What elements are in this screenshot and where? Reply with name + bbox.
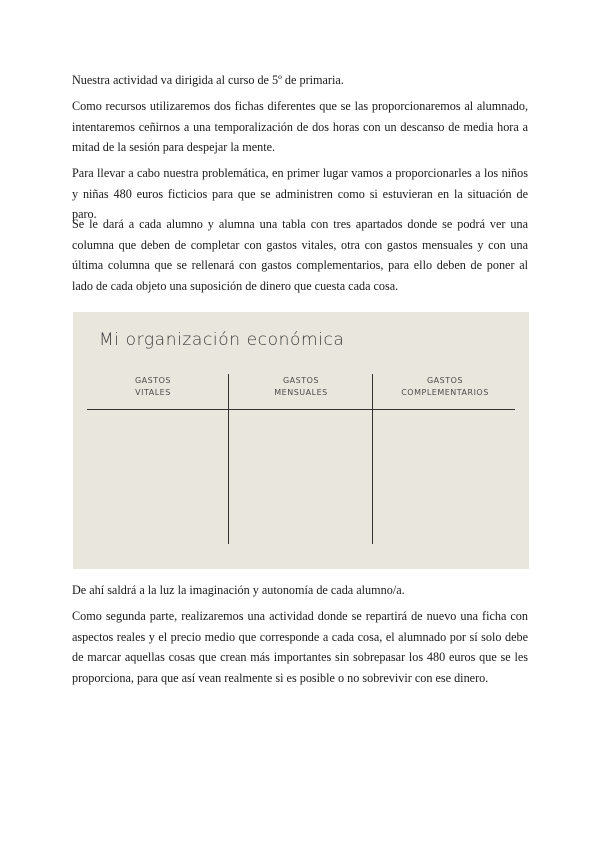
paragraph-problem: Para llevar a cabo nuestra problemática, en primer lugar vamos a proporcionarles a los niños y niñas 480 euros ficticios para que se administren como si estuvieran en la situación de paro. (72, 166, 528, 222)
paragraph-second-part: Como segunda parte, realizaremos una actividad donde se repartirá de nuevo una ficha con aspectos reales y el precio medio que corresponde a cada cosa, el alumnado por sí solo debe de marcar aquellas cosas que crean más importantes sin sobrepasar los 480 euros que se les proporciona, para que así vean realmente si es posible o no sobrevivir con ese dinero. (72, 609, 528, 685)
column-header-complementary (375, 375, 515, 399)
paragraph-intro: Nuestra actividad va dirigida al curso de 5º de primaria. (72, 73, 344, 87)
column-header-line: GASTOS (134, 376, 171, 385)
column-divider (372, 374, 373, 544)
column-header-line: VITALES (135, 388, 171, 397)
column-header-line: GASTOS (426, 376, 463, 385)
paragraph-imagination: De ahí saldrá a la luz la imaginación y autonomía de cada alumno/a. (72, 583, 405, 597)
budget-table-figure (73, 312, 529, 569)
table-header-divider (87, 409, 515, 410)
column-header-vital (83, 375, 223, 399)
column-header-line: GASTOS (282, 376, 319, 385)
column-header-monthly (231, 375, 371, 399)
column-header-line: MENSUALES (274, 388, 328, 397)
column-header-line: COMPLEMENTARIOS (401, 388, 489, 397)
column-divider (228, 374, 229, 544)
figure-title: Mi organización económica (99, 330, 345, 350)
paragraph-table-description: Se le dará a cada alumno y alumna una tabla con tres apartados donde se podrá ver una columna que deben de completar con gastos vitales, otra con gastos mensuales y con una última columna que se rellenará con gastos complementarios, para ello deben de poner al lado de cada objeto una suposición de dinero que cuesta cada cosa. (72, 217, 528, 293)
paragraph-resources: Como recursos utilizaremos dos fichas diferentes que se las proporcionaremos al alumnado, intentaremos ceñirnos a una temporalización de dos horas con un descanso de media hora a mitad de la sesión para despejar la mente. (72, 99, 528, 155)
